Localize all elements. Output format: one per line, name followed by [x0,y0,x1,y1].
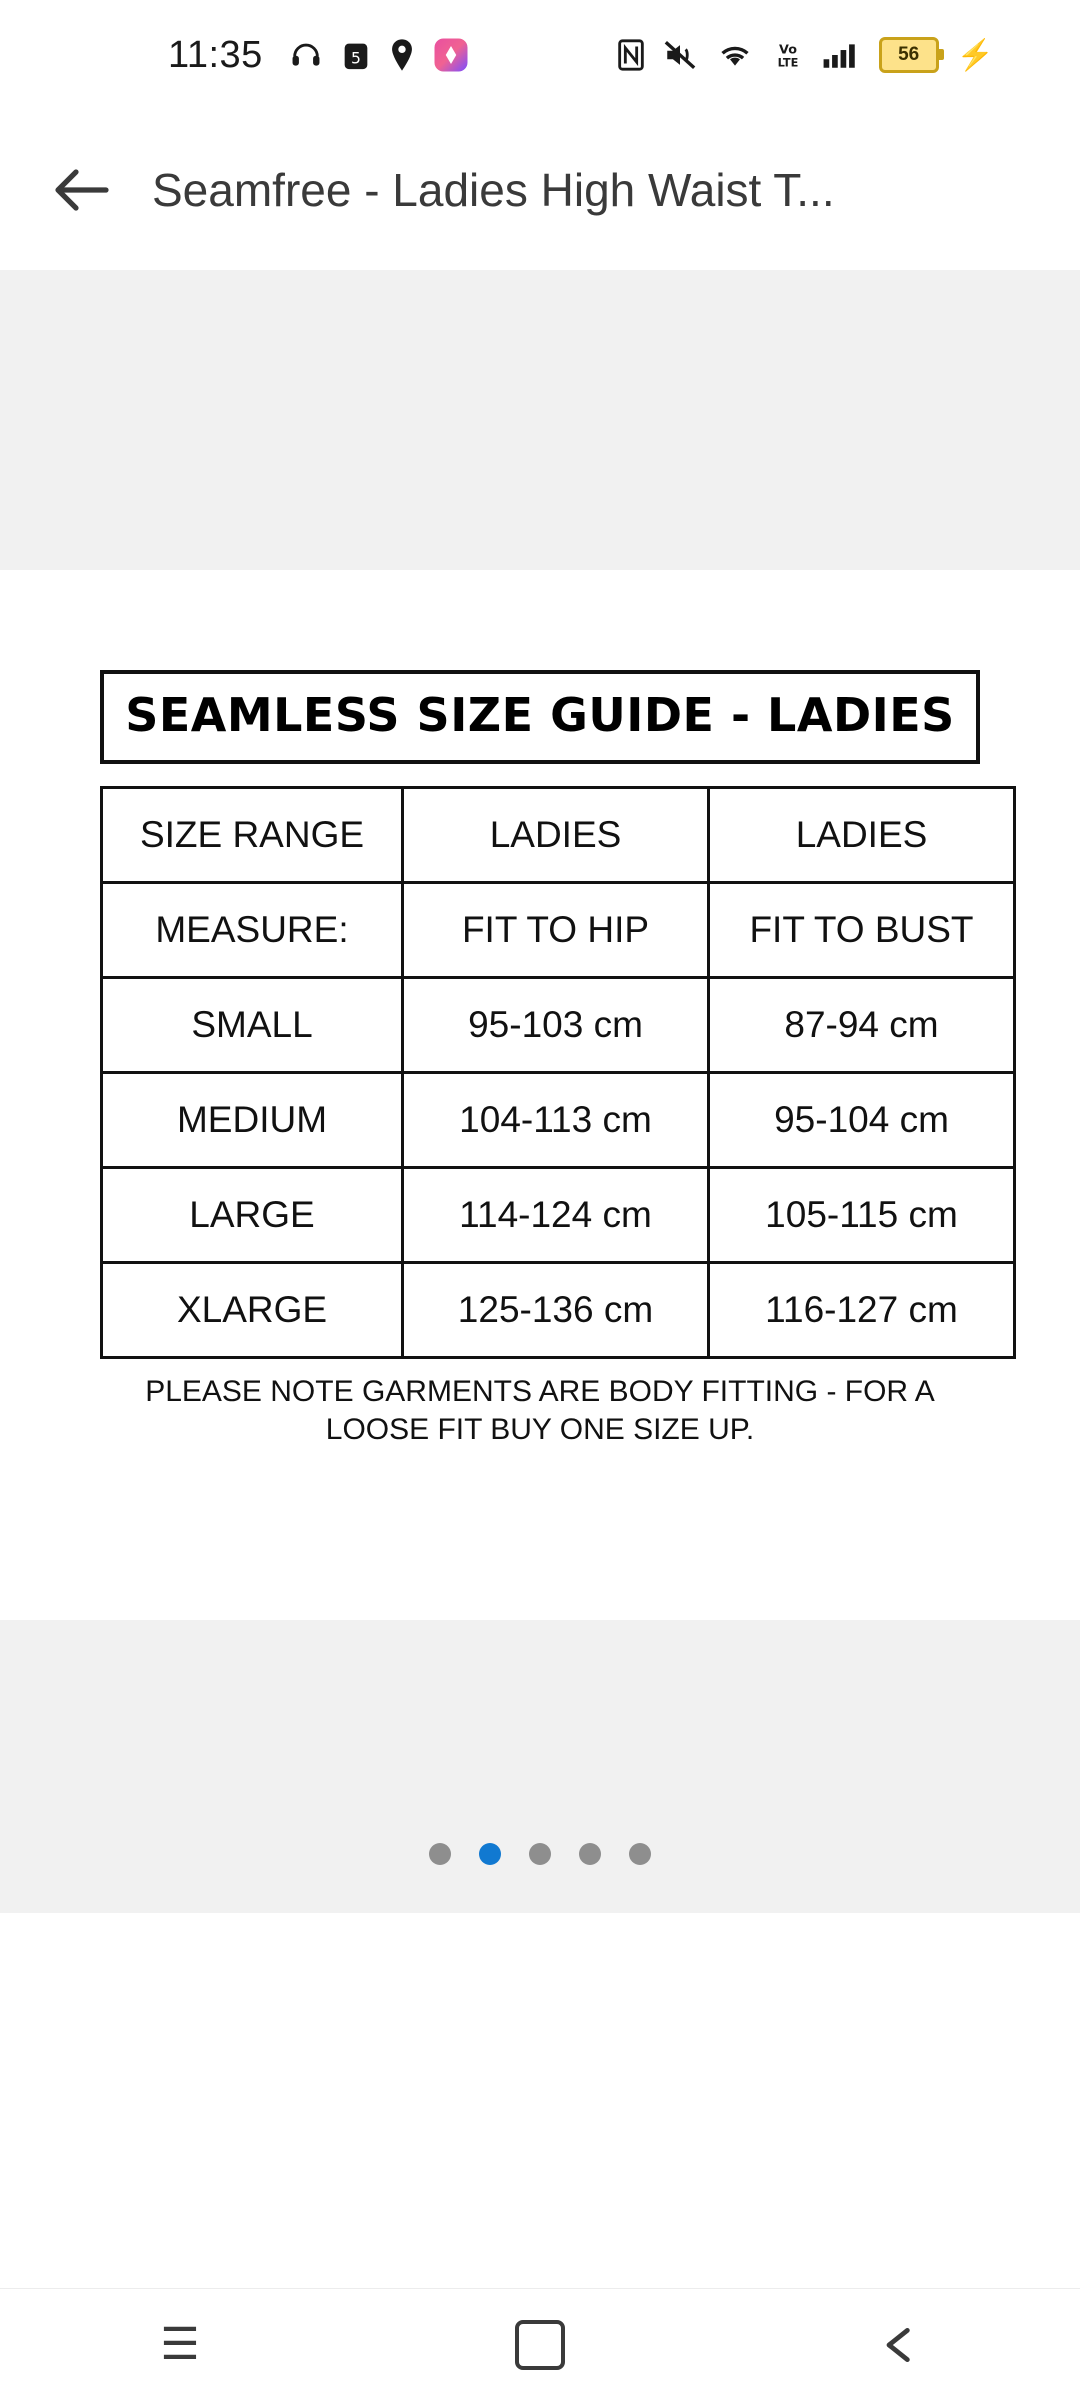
back-triangle-icon[interactable] [820,2289,980,2401]
app-badge-icon [341,38,371,72]
battery-level-label: 56 [898,44,920,65]
nfc-icon [617,38,645,72]
table-cell: FIT TO HIP [403,883,709,978]
table-cell: 104-113 cm [403,1073,709,1168]
battery-indicator [879,37,939,73]
table-cell: FIT TO BUST [709,883,1015,978]
table-cell: LADIES [403,788,709,883]
status-left-icon-group [289,37,469,73]
size-guide-card [100,570,980,1620]
svg-text:LTE: LTE [777,55,799,70]
pagination-dot[interactable] [429,1843,451,1865]
page-title: Seamfree - Ladies High Waist T... [152,164,835,216]
status-clock: 11:35 [168,33,263,76]
volte-icon [771,38,805,72]
table-row [102,978,1015,1073]
table-row [102,788,1015,883]
table-cell: 114-124 cm [403,1168,709,1263]
pagination-dot[interactable] [579,1843,601,1865]
table-row [102,1263,1015,1358]
table-row [102,1073,1015,1168]
app-bar [0,110,1080,270]
table-cell: LARGE [102,1168,403,1263]
signal-icon [821,38,863,72]
photo-app-icon [433,37,469,73]
image-letterbox-bottom [0,1620,1080,1913]
image-letterbox-top [0,270,1080,570]
location-pin-icon [389,38,415,72]
table-cell: 87-94 cm [709,978,1015,1073]
table-cell: 95-103 cm [403,978,709,1073]
table-cell: 125-136 cm [403,1263,709,1358]
status-right-icon-group [617,37,994,73]
bolt-icon: ⚡ [956,38,994,72]
headset-icon [289,38,323,72]
table-row [102,1168,1015,1263]
table-cell: MEDIUM [102,1073,403,1168]
menu-recents-icon[interactable]: ☰ [160,2319,200,2369]
table-cell: 105-115 cm [709,1168,1015,1263]
carousel-pagination[interactable] [0,1843,1080,1865]
system-nav-bar [0,2288,1080,2400]
table-cell: XLARGE [102,1263,403,1358]
size-guide-title-box [100,670,980,764]
size-guide-image [0,570,1080,1620]
table-cell: 95-104 cm [709,1073,1015,1168]
table-cell: SMALL [102,978,403,1073]
table-cell: SIZE RANGE [102,788,403,883]
product-image-viewer[interactable] [0,270,1080,1913]
size-table [100,786,1016,1359]
svg-text:5: 5 [350,49,361,68]
svg-text:Vo: Vo [778,42,797,58]
pagination-dot[interactable] [629,1843,651,1865]
mute-icon [661,38,699,72]
table-cell: LADIES [709,788,1015,883]
table-cell: 116-127 cm [709,1263,1015,1358]
wifi-icon [715,38,755,72]
status-bar [0,0,1080,110]
size-guide-title: SEAMLESS SIZE GUIDE - LADIES [125,688,955,742]
pagination-dot-active[interactable] [479,1843,501,1865]
home-square-icon[interactable] [460,2289,620,2401]
size-guide-note: PLEASE NOTE GARMENTS ARE BODY FITTING - FOR A LOOSE FIT BUY ONE SIZE UP. [145,1375,935,1447]
back-arrow-icon[interactable] [40,148,124,232]
pagination-dot[interactable] [529,1843,551,1865]
table-row [102,883,1015,978]
table-cell: MEASURE: [102,883,403,978]
